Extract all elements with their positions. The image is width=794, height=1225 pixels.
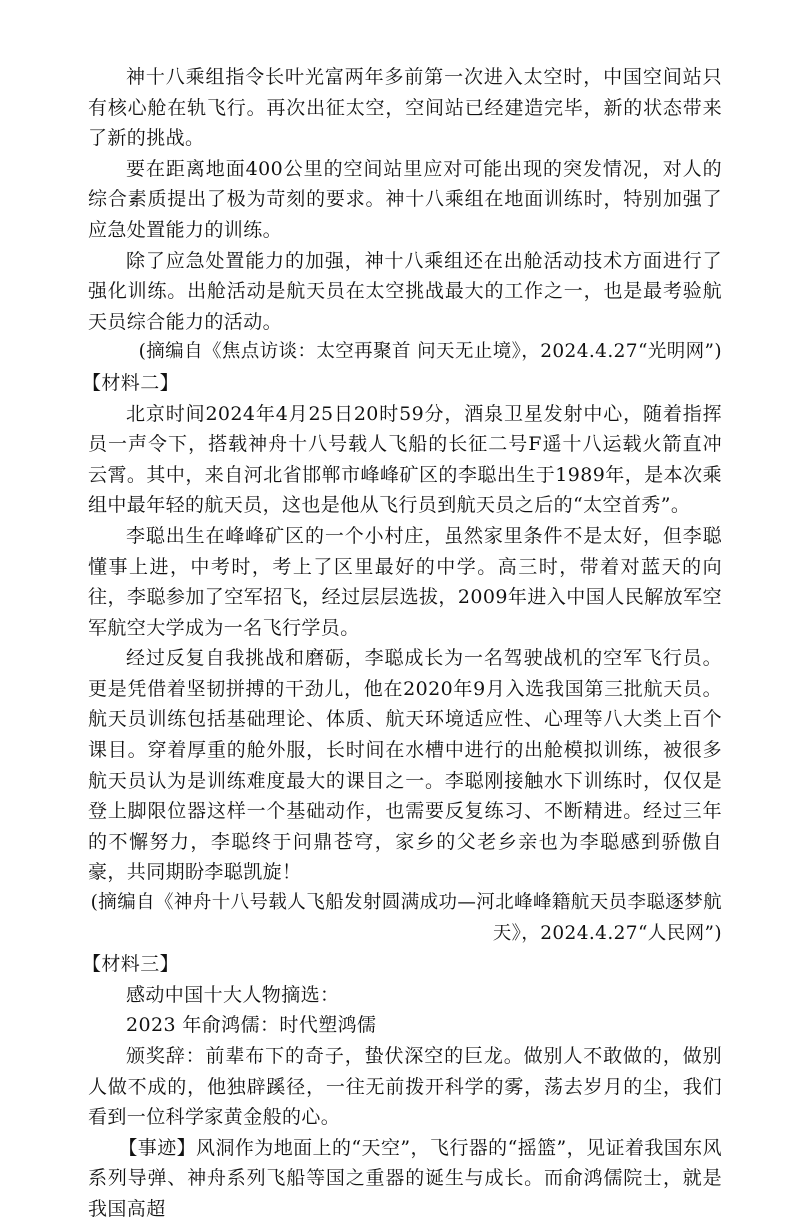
material1-paragraph-2: 要在距离地面400公里的空间站里应对可能出现的突发情况，对人的综合素质提出了极为苛刻的要求。神十八乘组在地面训练时，特别加强了应急处置能力的训练。 [88, 157, 722, 241]
material2-source-line-1: (摘编自《神舟十八号载人飞船发射圆满成功—河北峰峰籍航天员李聪逐梦航 [90, 892, 722, 914]
material2-paragraph-1: 北京时间2024年4月25日20时59分，酒泉卫星发射中心，随着指挥员一声令下，搭载神舟十八号载人飞船的长征二号F遥十八运载火箭直冲云霄。其中，来自河北省邯郸市峰峰矿区的李聪出生于1989年，是本次乘组中最年轻的航天员，这也是他从飞行员到航天员之后的“太空首秀”。 [88, 402, 722, 517]
material3-award-citation: 颁奖辞：前辈布下的奇子，蛰伏深空的巨龙。做别人不敢做的，做别人做不成的，他独辟蹊径，一往无前拨开科学的雾，荡去岁月的尘，我们看到一位科学家黄金般的心。 [88, 1045, 722, 1129]
material2-heading: 【材料二】 [82, 371, 180, 394]
material1-paragraph-3: 除了应急处置能力的加强，神十八乘组还在出舱活动技术方面进行了强化训练。出舱活动是航天员在太空挑战最大的工作之一，也是最考验航天员综合能力的活动。 [88, 249, 722, 333]
material1-source: (摘编自《焦点访谈：太空再聚首 问天无止境》，2024.4.27“光明网”) [138, 341, 722, 363]
material2-source-line-2: 天》，2024.4.27“人民网”) [492, 922, 722, 944]
material2-paragraph-3: 经过反复自我挑战和磨砺，李聪成长为一名驾驶战机的空军飞行员。更是凭借着坚韧拼搏的干劲儿，他在2020年9月入选我国第三批航天员。航天员训练包括基础理论、体质、航天环境适应性、心理等八大类上百个课目。穿着厚重的舱外服，长时间在水槽中进行的出舱模拟训练，被很多航天员认为是训练难度最大的课目之一。李聪刚接触水下训练时，仅仅是登上脚限位器这样一个基础动作，也需要反复练习、不断精进。经过三年的不懈努力，李聪终于问鼎苍穹，家乡的父老乡亲也为李聪感到骄傲自豪，共同期盼李聪凯旋！ [88, 647, 722, 884]
material1-paragraph-1: 神十八乘组指令长叶光富两年多前第一次进入太空时，中国空间站只有核心舱在轨飞行。再次出征太空，空间站已经建造完毕，新的状态带来了新的挑战。 [88, 66, 722, 150]
document-page [82, 62, 722, 1225]
material2-paragraph-2: 李聪出生在峰峰矿区的一个小村庄，虽然家里条件不是太好，但李聪懂事上进，中考时，考上了区里最好的中学。高三时，带着对蓝天的向往，李聪参加了空军招飞，经过层层选拔，2009年进入中国人民解放军空军航空大学成为一名飞行学员。 [88, 524, 722, 639]
material3-heading: 【材料三】 [82, 953, 180, 976]
material3-deeds: 【事迹】风洞作为地面上的“天空”，飞行器的“摇篮”，见证着我国东风系列导弹、神舟系列飞船等国之重器的诞生与成长。而俞鸿儒院士，就是我国高超 [88, 1136, 722, 1220]
material3-intro: 感动中国十大人物摘选： [126, 983, 340, 1006]
material3-person: 2023 年俞鸿儒：时代塑鸿儒 [126, 1014, 377, 1037]
